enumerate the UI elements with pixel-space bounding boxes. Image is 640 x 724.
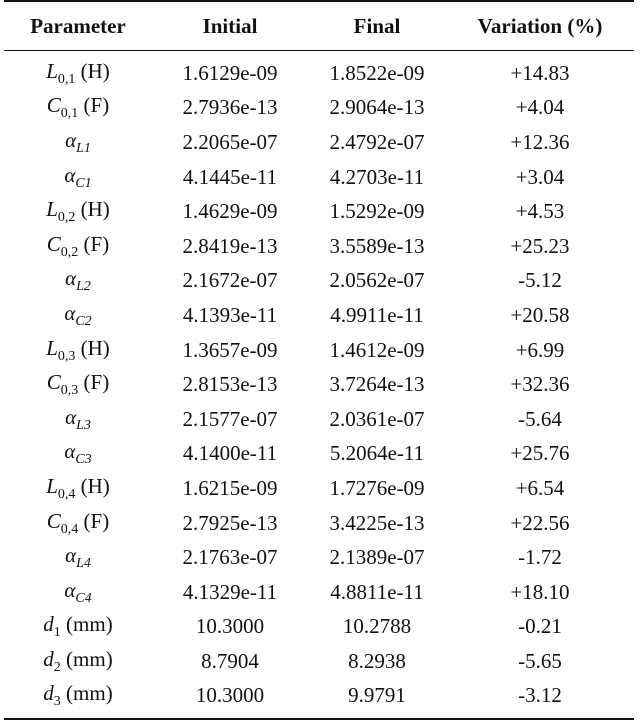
- header-rule: [4, 50, 634, 51]
- table-row: [4, 679, 634, 714]
- variation-cell: -5.65: [518, 648, 562, 673]
- variation-cell: +32.36: [510, 372, 570, 397]
- parameter-cell: [4, 509, 152, 538]
- initial-cell: 2.8419e-13: [182, 233, 278, 258]
- initial-cell: 1.6215e-09: [182, 475, 278, 500]
- parameter-subscript: 0,4: [60, 521, 79, 537]
- parameter-symbol: C: [46, 508, 61, 533]
- variation-cell: +14.83: [510, 60, 570, 85]
- parameter-symbol: L: [46, 335, 58, 360]
- final-cell: 4.2703e-11: [329, 164, 425, 189]
- parameter-symbol: d: [43, 612, 54, 637]
- table-row: [4, 471, 634, 506]
- parameter-symbol: L: [46, 473, 58, 498]
- final-cell: 2.1389e-07: [329, 545, 425, 570]
- variation-cell: +3.04: [515, 164, 565, 189]
- table-row: [4, 229, 634, 264]
- final-cell: 2.0562e-07: [329, 268, 425, 293]
- variation-cell: -1.72: [518, 545, 562, 570]
- table-row: [4, 160, 634, 195]
- parameter-subscript: C4: [75, 590, 92, 606]
- bottom-rule: [4, 718, 634, 720]
- parameter-cell: [4, 128, 152, 157]
- header-initial: Initial: [202, 13, 258, 38]
- parameter-symbol: d: [43, 646, 54, 671]
- final-cell: 3.5589e-13: [329, 233, 425, 258]
- parameter-cell: [4, 647, 152, 676]
- parameter-symbol: C: [46, 370, 61, 395]
- parameter-symbol: α: [65, 127, 77, 152]
- parameter-subscript: L2: [76, 279, 91, 295]
- final-cell: 9.9791: [348, 683, 406, 708]
- parameter-unit: (H): [80, 335, 110, 360]
- final-cell: 4.9911e-11: [330, 302, 424, 327]
- parameter-cell: [4, 578, 152, 607]
- parameter-symbol: α: [65, 266, 77, 291]
- top-rule: [4, 0, 634, 2]
- variation-cell: +25.76: [510, 441, 570, 466]
- parameter-subscript: C3: [75, 452, 92, 468]
- parameter-subscript: L3: [76, 417, 91, 433]
- table-row: [4, 540, 634, 575]
- parameter-cell: [4, 370, 152, 399]
- variation-cell: +18.10: [510, 579, 570, 604]
- header-variation: Variation (%): [477, 13, 603, 38]
- parameter-symbol: L: [46, 197, 58, 222]
- final-cell: 1.7276e-09: [329, 475, 425, 500]
- parameter-cell: [4, 439, 152, 468]
- final-cell: 8.2938: [348, 648, 406, 673]
- parameter-subscript: 0,2: [60, 244, 79, 260]
- variation-cell: +22.56: [510, 510, 570, 535]
- final-cell: 2.4792e-07: [329, 129, 425, 154]
- parameter-cell: [4, 163, 152, 192]
- parameter-cell: [4, 681, 152, 710]
- parameter-cell: [4, 474, 152, 503]
- variation-cell: +6.99: [515, 337, 565, 362]
- table-row: [4, 91, 634, 126]
- initial-cell: 2.7936e-13: [182, 95, 278, 120]
- initial-cell: 2.2065e-07: [182, 129, 278, 154]
- initial-cell: 2.7925e-13: [182, 510, 278, 535]
- table-row: [4, 125, 634, 160]
- parameter-subscript: L4: [76, 556, 91, 572]
- parameter-cell: [4, 405, 152, 434]
- parameter-subscript: 1: [53, 625, 61, 641]
- final-cell: 1.4612e-09: [329, 337, 425, 362]
- initial-cell: 4.1400e-11: [182, 441, 278, 466]
- table-row: [4, 333, 634, 368]
- final-cell: 3.4225e-13: [329, 510, 425, 535]
- initial-cell: 10.3000: [195, 683, 265, 708]
- parameter-cell: [4, 197, 152, 226]
- initial-cell: 4.1445e-11: [182, 164, 278, 189]
- parameter-cell: [4, 336, 152, 365]
- variation-cell: +20.58: [510, 302, 570, 327]
- initial-cell: 2.1763e-07: [182, 545, 278, 570]
- parameter-unit: (F): [83, 231, 110, 256]
- parameter-symbol: L: [46, 58, 58, 83]
- parameter-symbol: C: [46, 93, 61, 118]
- table-row: [4, 610, 634, 645]
- table-row: [4, 402, 634, 437]
- parameter-subscript: C2: [75, 313, 92, 329]
- parameter-subscript: 0,3: [57, 348, 76, 364]
- initial-cell: 2.1577e-07: [182, 406, 278, 431]
- parameter-unit: (F): [83, 370, 110, 395]
- table-row: [4, 298, 634, 333]
- parameter-unit: (mm): [66, 681, 113, 706]
- final-cell: 5.2064e-11: [329, 441, 425, 466]
- final-cell: 3.7264e-13: [329, 372, 425, 397]
- final-cell: 4.8811e-11: [330, 579, 424, 604]
- final-cell: 2.9064e-13: [329, 95, 425, 120]
- header-final: Final: [353, 13, 401, 38]
- table-row: [4, 56, 634, 91]
- initial-cell: 2.1672e-07: [182, 268, 278, 293]
- variation-cell: +6.54: [515, 475, 565, 500]
- parameter-symbol: α: [64, 439, 76, 464]
- table-header-row: [4, 10, 634, 42]
- parameter-subscript: 0,4: [57, 486, 76, 502]
- table-row: [4, 575, 634, 610]
- parameter-cell: [4, 93, 152, 122]
- parameter-cell: [4, 266, 152, 295]
- parameter-subscript: 0,3: [60, 383, 79, 399]
- parameter-unit: (H): [80, 58, 110, 83]
- parameter-symbol: α: [65, 404, 77, 429]
- initial-cell: 4.1393e-11: [182, 302, 278, 327]
- parameter-unit: (mm): [66, 646, 113, 671]
- parameter-subscript: C1: [75, 175, 92, 191]
- parameter-cell: [4, 612, 152, 641]
- final-cell: 1.8522e-09: [329, 60, 425, 85]
- table-body: [4, 56, 634, 713]
- parameter-unit: (F): [83, 508, 110, 533]
- parameter-subscript: 3: [53, 694, 61, 710]
- parameter-cell: [4, 59, 152, 88]
- variation-cell: -3.12: [518, 683, 562, 708]
- header-parameter: Parameter: [30, 13, 126, 38]
- parameter-symbol: C: [46, 231, 61, 256]
- parameter-symbol: d: [43, 681, 54, 706]
- initial-cell: 2.8153e-13: [182, 372, 278, 397]
- parameter-subscript: L1: [76, 140, 91, 156]
- table-row: [4, 194, 634, 229]
- initial-cell: 1.3657e-09: [182, 337, 278, 362]
- variation-cell: +25.23: [510, 233, 570, 258]
- parameter-unit: (H): [80, 197, 110, 222]
- initial-cell: 1.4629e-09: [182, 199, 278, 224]
- initial-cell: 1.6129e-09: [182, 60, 278, 85]
- parameter-symbol: α: [65, 543, 77, 568]
- table-row: [4, 506, 634, 541]
- parameter-symbol: α: [64, 300, 76, 325]
- variation-cell: +4.53: [515, 199, 565, 224]
- parameter-cell: [4, 301, 152, 330]
- variation-cell: -5.64: [518, 406, 562, 431]
- parameter-symbol: α: [64, 162, 76, 187]
- initial-cell: 4.1329e-11: [182, 579, 278, 604]
- table-row: [4, 264, 634, 299]
- variation-cell: +12.36: [510, 129, 570, 154]
- final-cell: 1.5292e-09: [329, 199, 425, 224]
- variation-cell: -5.12: [518, 268, 562, 293]
- parameter-subscript: 0,2: [57, 210, 76, 226]
- parameter-cell: [4, 543, 152, 572]
- initial-cell: 8.7904: [201, 648, 259, 673]
- parameter-symbol: α: [64, 577, 76, 602]
- final-cell: 10.2788: [342, 614, 412, 639]
- table-row: [4, 437, 634, 472]
- parameter-subscript: 0,1: [57, 71, 76, 87]
- initial-cell: 10.3000: [195, 614, 265, 639]
- variation-cell: -0.21: [518, 614, 562, 639]
- parameter-subscript: 0,1: [60, 106, 79, 122]
- final-cell: 2.0361e-07: [329, 406, 425, 431]
- table-row: [4, 367, 634, 402]
- parameter-cell: [4, 232, 152, 261]
- parameter-unit: (H): [80, 473, 110, 498]
- parameter-unit: (F): [83, 93, 110, 118]
- table-row: [4, 644, 634, 679]
- parameter-subscript: 2: [53, 659, 61, 675]
- variation-cell: +4.04: [515, 95, 565, 120]
- parameter-unit: (mm): [66, 612, 113, 637]
